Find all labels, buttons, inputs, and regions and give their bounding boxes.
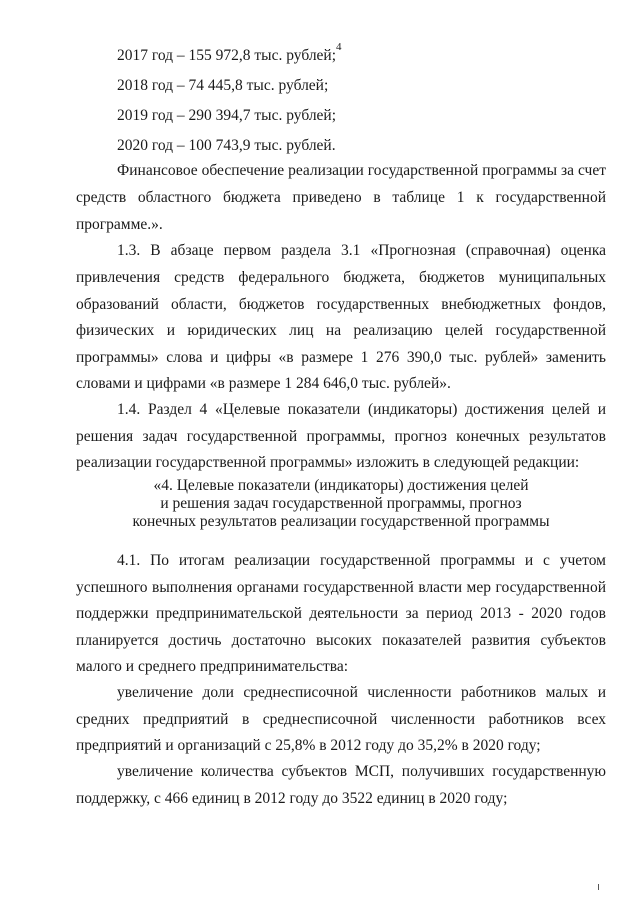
funding-paragraph-line: программе.».: [76, 216, 163, 233]
paragraph-1-3-line: словами и цифрами «в размере 1 284 646,0 тыс. рублей».: [76, 375, 451, 392]
paragraph-4-1-line: планируется достичь достаточно высоких показателей развития субъектов: [76, 632, 606, 649]
paragraph-1-4-line: 1.4. Раздел 4 «Целевые показатели (индикаторы) достижения целей и: [117, 401, 606, 418]
funding-line-2020: 2020 год – 100 743,9 тыс. рублей.: [117, 137, 336, 154]
paragraph-4-1-line: 4.1. По итогам реализации государственной программы и с учетом: [117, 552, 606, 569]
paragraph-4-1-line: малого и среднего предпринимательства:: [76, 658, 349, 675]
paragraph-1-3-line: физических и юридических лиц на реализацию целей государственной: [76, 322, 606, 339]
paragraph-1-3-line: 1.3. В абзаце первом раздела 3.1 «Прогнозная (справочная) оценка: [117, 242, 606, 259]
section-heading-line: и решения задач государственной программы, прогноз: [160, 495, 522, 512]
section-heading-line: «4. Целевые показатели (индикаторы) достижения целей: [153, 477, 529, 494]
paragraph-1-4-line: решения задач государственной программы, прогноз конечных результатов: [76, 428, 606, 445]
increase-paragraph-line: поддержку, с 466 единиц в 2012 году до 3522 единиц в 2020 году;: [76, 790, 508, 807]
paragraph-1-3-line: программы» слова и цифры «в размере 1 276 390,0 тыс. рублей» заменить: [76, 349, 606, 366]
funding-line-2017: 2017 год – 155 972,8 тыс. рублей;: [117, 47, 337, 64]
increase-paragraph-line: увеличение количества субъектов МСП, получивших государственную: [117, 763, 606, 780]
increase-paragraph-line: средних предприятий в среднесписочной численности работников всех: [76, 711, 606, 728]
paragraph-1-3-line: образований области, бюджетов государственных внебюджетных фондов,: [76, 296, 606, 313]
paragraph-1-4-line: реализации государственной программы» изложить в следующей редакции:: [76, 454, 580, 471]
funding-line-2019: 2019 год – 290 394,7 тыс. рублей;: [117, 107, 337, 124]
increase-paragraph-line: предприятий и организаций с 25,8% в 2012 году до 35,2% в 2020 году;: [76, 737, 541, 754]
paragraph-4-1-line: поддержки предпринимательской деятельности за период 2013 - 2020 годов: [76, 605, 606, 622]
paragraph-1-3-line: привлечения средств федерального бюджета, бюджетов муниципальных: [76, 269, 606, 286]
page-number: 4: [336, 41, 342, 53]
funding-line-2018: 2018 год – 74 445,8 тыс. рублей;: [117, 77, 329, 94]
funding-paragraph-line: Финансовое обеспечение реализации государственной программы за счет: [117, 162, 606, 179]
increase-paragraph-line: увеличение доли среднесписочной численности работников малых и: [117, 684, 606, 701]
funding-paragraph-line: средств областного бюджета приведено в таблице 1 к государственной: [76, 189, 606, 206]
paragraph-4-1-line: успешного выполнения органами государственной власти мер государственной: [76, 579, 606, 596]
section-heading-line: конечных результатов реализации государственной программы: [132, 513, 550, 530]
scan-mark: [598, 884, 599, 890]
